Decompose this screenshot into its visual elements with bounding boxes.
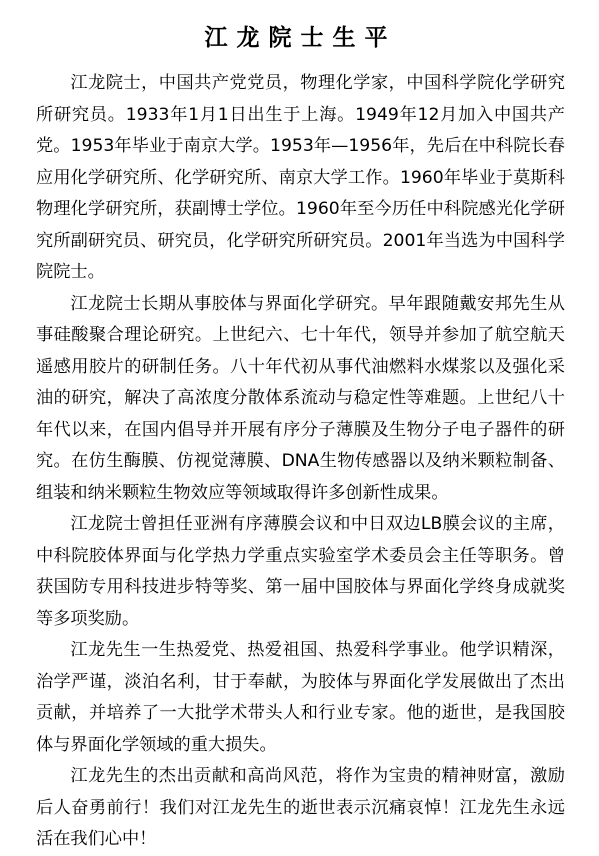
paragraph-research: 江龙院士长期从事胶体与界面化学研究。早年跟随戴安邦先生从事硅酸聚合理论研究。上世纪六、七十年代，领导并参加了航空航天遥感用胶片的研制任务。八十年代初从事代油燃料水煤浆以及强化采油的研究，解决了高浓度分散体系流动与稳定性等难题。上世纪八十年代以来，在国内倡导并开展有序分子薄膜及生物分子电子器件的研究。在仿生酶膜、仿视觉薄膜、DNA生物传感器以及纳米颗粒制备、组装和纳米颗粒生物效应等领域取得许多创新性成果。 <box>36 293 565 503</box>
paragraph-character: 江龙先生一生热爱党、热爱祖国、热爱科学事业。他学识精深，治学严谨，淡泊名利，甘于奉献，为胶体与界面化学发展做出了杰出贡献，并培养了一大批学术带头人和行业专家。他的逝世，是我国胶体与界面化学领域的重大损失。 <box>36 640 565 755</box>
paragraph-positions-awards: 江龙院士曾担任亚洲有序薄膜会议和中日双边LB膜会议的主席，中科院胶体界面与化学热力学重点实验室学术委员会主任等职务。曾获国防专用科技进步特等奖、第一届中国胶体与界面化学终身成就奖等多项奖励。 <box>36 514 565 629</box>
paragraph-tribute: 江龙先生的杰出贡献和高尚风范，将作为宝贵的精神财富，激励后人奋勇前行！我们对江龙先生的逝世表示沉痛哀悼！江龙先生永远活在我们心中！ <box>36 766 565 849</box>
paragraph-biography: 江龙院士，中国共产党党员，物理化学家，中国科学院化学研究所研究员。1933年1月1日出生于上海。1949年12月加入中国共产党。1953年毕业于南京大学。1953年—1956年，先后在中科院长春应用化学研究所、化学研究所、南京大学工作。1960年毕业于莫斯科物理化学研究所，获副博士学位。1960年至今历任中科院感光化学研究所副研究员、研究员，化学研究所研究员。2001年当选为中国科学院院士。 <box>36 73 565 282</box>
document-title: 江龙院士生平 <box>204 25 397 51</box>
